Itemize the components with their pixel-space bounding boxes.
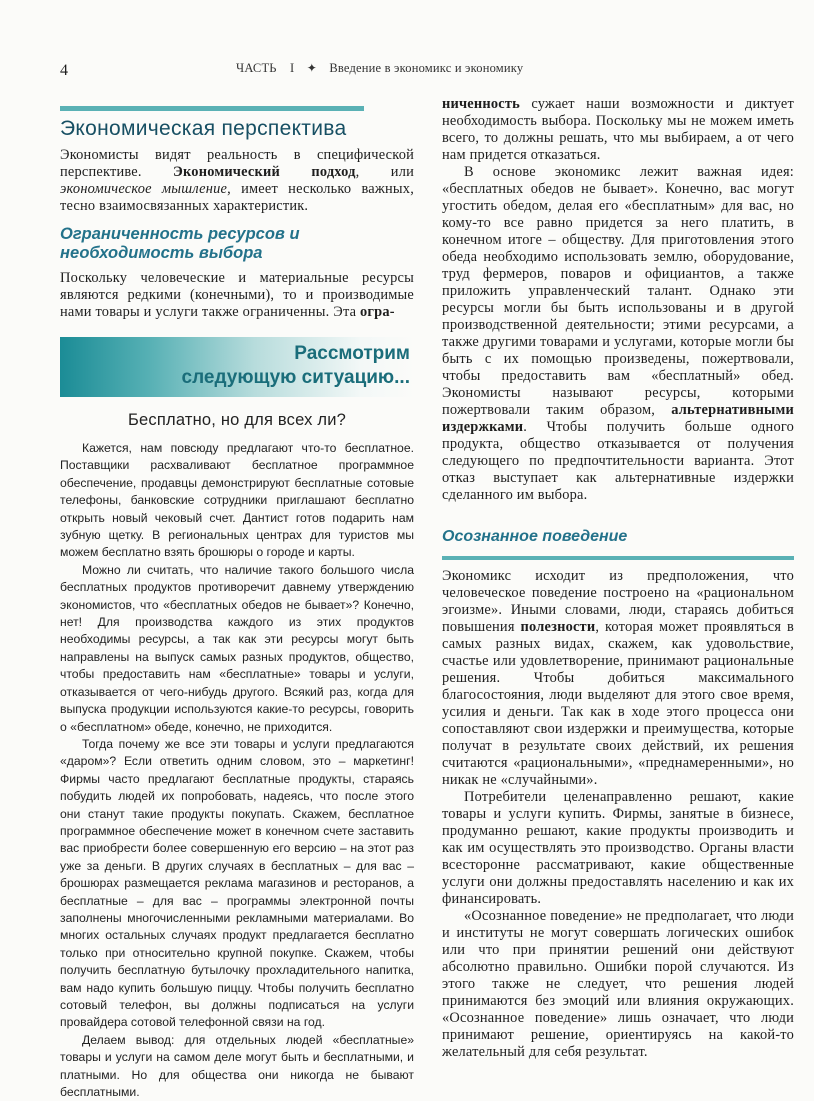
rational-paragraph: Экономикс исходит из предположения, что человеческое поведение построено на «рациональном эгоизме». Иными словами, люди, стараясь добиться повышения полезности, которая может проявляться в самых разных видах, скажем, как удовольствие, счастье или удовлетворение, принимают рациональные решения. Чтобы добиться максимального благосостояния, люди выделяют для этого свое время, усилия и деньги. Так как в ходе этого процесса они сопоставляют свои издержки и преимущества, которые получат в результате своих действий, их решения считаются «рациональными», «преднамеренными», но никак не «случайными». [442,568,795,788]
case-paragraph: Тогда почему же все эти товары и услуги предлагаются «даром»? Если ответить одним словом, это – маркетинг! Фирмы часто предлагают бесплатные продукты, стараясь побудить людей их попробовать, надеясь, что после этого они станут такие продукты покупать. Скажем, бесплатное программное обеспечение может в конечном счете заставить вас приобрести более совершенную его версию – на этот раз уже за деньги. В других случаях в бесплатных – для вас – брошюрах размещается реклама магазинов и ресторанов, а бесплатные – для вас – программы электронной почты заполнены многочисленными рекламными материалами. Во многих остальных случаях продукт предлагается бесплатно только при относительно крупной покупке. Скажем, чтобы получить бесплатную бутылочку прохладительного напитка, вам надо купить большую пиццу. Чтобы получить бесплатно сотовый телефон, вы должны подписаться на услуги провайдера сотовой телефонной связи на год. [60,736,414,1030]
right-column [442,96,794,1061]
banner-line-1: Рассмотрим [294,343,410,364]
subsection-rule [442,556,794,560]
subsection-title-behavior: Осознанное поведение [442,528,628,545]
intro-paragraph: Экономисты видят реальность в специфической перспективе. Экономический подход, или экономическое мышление, имеет несколько важных, тесно взаимосвязанных характеристик. [60,147,414,214]
left-column [60,106,414,1101]
purposeful-paragraph: «Осознанное поведение» не предполагает, что люди и институты не могут совершать логических ошибок или что при принятии решений они действуют абсолютно правильно. Ошибки порой случаются. Из этого также не следует, что решения людей принимаются без эмоций или влияния окружающих. «Осознанное поведение» лишь означает, что люди принимают решение, ориентируясь на какой-то желательный для себя результат. [442,908,794,1060]
subsection-title-scarcity: Ограниченность ресурсов и необходимость выбора [60,225,300,262]
section-rule [60,106,364,111]
case-title: Бесплатно, но для всех ли? [128,411,346,429]
case-paragraph: Кажется, нам повсюду предлагают что-то бесплатное. Поставщики расхваливают бесплатное программное обеспечение, продавцы демонстрируют бесплатные сотовые телефоны, банковские сотрудники приглашают бесплатно открыть новый чековый счет. Дантист готов подарить нам зубную щетку. В региональных центрах для туристов мы можем бесплатно взять брошюры о городе и карты. [60,441,414,560]
case-paragraph: Можно ли считать, что наличие такого большого числа бесплатных продуктов противоречит давнему утверждению экономистов, что «бесплатных обедов не бывает»? Конечно, нет! Для производства каждого из этих продуктов необходимы ресурсы, а так как эти ресурсы могут быть направлены на выпуск самых разных продуктов, общество, чтобы предоставить нам «бесплатные» товары и услуги, отказывается от чего-нибудь другого. Всякий раз, когда для выпуска продукции используются какие-то ресурсы, говорить о «бесплатном» обеде, конечно, не приходится. [60,562,414,734]
section-title: Экономическая перспектива [60,117,347,140]
free-lunch-paragraph: В основе экономикс лежит важная идея: «бесплатных обедов не бывает». Конечно, вас могут угостить обедом, делая его «бесплатным» для вас, но кому-то все равно придется за него платить, в конечном итоге – обществу. Для приготовления этого обеда необходимо использовать землю, оборудование, труд фермеров, поваров и официантов, а также приложить управленческий талант. Однако эти ресурсы могли бы быть использованы и в другой производственной деятельности; этими ресурсами, а также другими товарами и услугами, которые могли бы быть с их помощью произведены, пожертвовали, чтобы предоставить вам «бесплатный» обед. Экономисты называют ресурсы, которыми пожертвовали таким образом, альтернативными издержками. Чтобы получить больше одного продукта, общество отказывается от получения следующего по предпочтительности варианта. Этот отказ выступает как альтернативные издержки сделанного им выбора. [442,164,794,503]
scarcity-paragraph: Поскольку человеческие и материальные ресурсы являются редкими (конечными), то и производимые нами товары и услуги также ограниченны. Эта огра- [60,270,414,320]
case-paragraph: Делаем вывод: для отдельных людей «бесплатные» товары и услуги на самом деле могут быть и бесплатными, и платными. Но для общества они никогда не бывают бесплатными. [60,1032,414,1100]
consumers-paragraph: Потребители целенаправленно решают, какие товары и услуги купить. Фирмы, занятые в бизнесе, продуманно решают, какие продукты производить и как им осуществлять это производство. Органы власти всесторонне рассматривают, какие общественные услуги они должны предоставлять населению и как их финансировать. [442,789,794,907]
page-number: 4 [60,62,68,79]
case-banner [60,337,414,397]
banner-line-2: следующую ситуацию... [181,367,410,388]
chapter-title: Введение в экономикс и экономику [329,61,524,75]
running-header [236,61,523,76]
part-number: I [290,61,295,75]
part-label: ЧАСТЬ [236,61,277,75]
scarcity-continued-paragraph: ниченность сужает наши возможности и диктует необходимость выбора. Поскольку мы не можем иметь всего, то должны решать, что мы выбираем, а от чего нам придется отказаться. [442,96,794,163]
separator-glyph: ✦ [306,61,317,75]
